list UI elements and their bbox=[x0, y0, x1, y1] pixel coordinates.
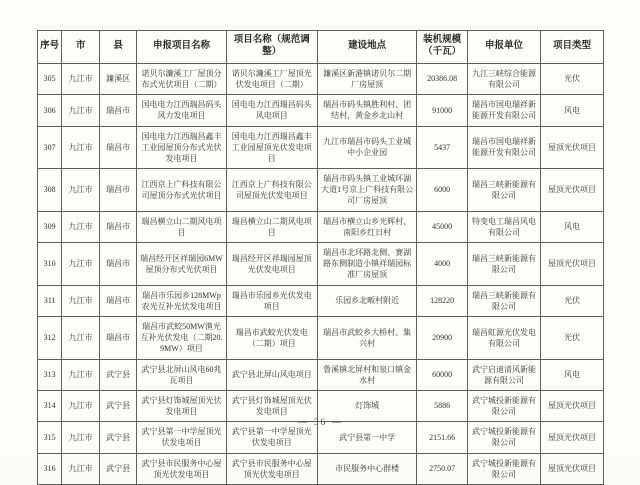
cell-5: 濂溪区新港镇诺贝尔二期厂房屋顶 bbox=[317, 63, 416, 94]
cell-3: 武宁县灯饰城屋顶光伏发电项目 bbox=[137, 390, 226, 421]
cell-7: 瑞昌三峡新能源有限公司 bbox=[468, 169, 541, 212]
cell-1: 九江市 bbox=[62, 95, 100, 126]
cell-0: 315 bbox=[38, 422, 62, 453]
table-row bbox=[38, 95, 604, 126]
cell-4: 瑞昌经开区祥瑞园屋顶光伏发电项目 bbox=[226, 243, 317, 286]
cell-4: 瑞昌市武蛟光伏发电（二期）项目 bbox=[226, 316, 317, 359]
cell-7: 瑞昌市国电瑞祥新能源开发有限公司 bbox=[468, 95, 541, 126]
cell-0: 305 bbox=[38, 63, 62, 94]
cell-3: 国电电力江西瑞昌码头风力发电项目 bbox=[137, 95, 226, 126]
cell-2: 瑞昌市 bbox=[99, 285, 137, 316]
cell-7: 瑞昌三峡新能源有限公司 bbox=[468, 243, 541, 286]
cell-0: 309 bbox=[38, 211, 62, 242]
cell-3: 武宁县市民服务中心屋顶光伏发电项目 bbox=[137, 453, 226, 484]
cell-6: 2151.66 bbox=[417, 422, 468, 453]
cell-6: 60000 bbox=[417, 359, 468, 390]
cell-3: 江西京上广科技有限公司屋顶分布式光伏项目 bbox=[137, 169, 226, 212]
cell-7: 武宁城投新能源有限公司 bbox=[468, 390, 541, 421]
header-cell-5: 建设地点 bbox=[317, 31, 416, 64]
header-cell-4: 项目名称（规范调整） bbox=[226, 31, 317, 64]
cell-1: 九江市 bbox=[62, 316, 100, 359]
cell-6: 2750.07 bbox=[417, 453, 468, 484]
header-cell-2: 县 bbox=[99, 31, 137, 64]
cell-8: 屋顶光伏项目 bbox=[541, 390, 604, 421]
cell-2: 武宁县 bbox=[99, 453, 137, 484]
cell-4: 武宁县第一中学屋顶光伏发电项目 bbox=[226, 422, 317, 453]
cell-4: 瑞昌横立山二期风电项目 bbox=[226, 211, 317, 242]
cell-2: 濂溪区 bbox=[99, 63, 137, 94]
cell-3: 瑞昌经开区祥瑞园6MW屋顶分布式光伏项目 bbox=[137, 243, 226, 286]
cell-4: 江西京上广科技有限公司屋顶光伏发电项目 bbox=[226, 169, 317, 212]
cell-2: 武宁县 bbox=[99, 359, 137, 390]
cell-8: 风电 bbox=[541, 211, 604, 242]
cell-8: 屋顶光伏项目 bbox=[541, 243, 604, 286]
header-cell-3: 申报项目名称 bbox=[137, 31, 226, 64]
cell-8: 屋顶光伏项目 bbox=[541, 126, 604, 169]
cell-5: 瑞昌市北环路北侧、赛湖路东侧制造小镇祥瑞园标准厂房屋顶 bbox=[317, 243, 416, 286]
table-row bbox=[38, 359, 604, 390]
cell-4: 武宁县灯饰城屋顶光伏发电项目 bbox=[226, 390, 317, 421]
cell-8: 风电 bbox=[541, 359, 604, 390]
cell-0: 307 bbox=[38, 126, 62, 169]
cell-3: 瑞昌市武蛟50MW渔光互补光伏发电（二期20.9MW）项目 bbox=[137, 316, 226, 359]
cell-8: 屋顶光伏项目 bbox=[541, 422, 604, 453]
cell-8: 屋顶光伏项目 bbox=[541, 453, 604, 484]
cell-0: 308 bbox=[38, 169, 62, 212]
cell-0: 311 bbox=[38, 285, 62, 316]
table-row bbox=[38, 63, 604, 94]
cell-6: 20386.08 bbox=[417, 63, 468, 94]
cell-3: 武宁县北屏山风电60兆瓦项目 bbox=[137, 359, 226, 390]
cell-7: 九江三峡综合能源有限公司 bbox=[468, 63, 541, 94]
cell-5: 鲁溪镇北屏村和泉口镇金水村 bbox=[317, 359, 416, 390]
cell-8: 光伏 bbox=[541, 316, 604, 359]
cell-2: 瑞昌市 bbox=[99, 243, 137, 286]
cell-8: 风电 bbox=[541, 95, 604, 126]
cell-6: 5437 bbox=[417, 126, 468, 169]
table-row bbox=[38, 243, 604, 286]
cell-0: 316 bbox=[38, 453, 62, 484]
header-cell-8: 项目类型 bbox=[541, 31, 604, 64]
cell-1: 九江市 bbox=[62, 169, 100, 212]
cell-6: 4000 bbox=[417, 243, 468, 286]
cell-4: 武宁县市民服务中心屋顶光伏发电项目 bbox=[226, 453, 317, 484]
cell-0: 314 bbox=[38, 390, 62, 421]
table-header bbox=[38, 31, 604, 64]
cell-1: 九江市 bbox=[62, 63, 100, 94]
table-row bbox=[38, 169, 604, 212]
cell-0: 310 bbox=[38, 243, 62, 286]
cell-3: 瑞昌市乐园乡128MWp农光互补光伏发电项目 bbox=[137, 285, 226, 316]
page-number: — 36 — bbox=[297, 418, 344, 428]
cell-1: 九江市 bbox=[62, 126, 100, 169]
table-row bbox=[38, 316, 604, 359]
cell-1: 九江市 bbox=[62, 453, 100, 484]
cell-1: 九江市 bbox=[62, 243, 100, 286]
cell-8: 光伏 bbox=[541, 63, 604, 94]
table-row bbox=[38, 126, 604, 169]
cell-3: 国电电力江西瑞昌鑫丰工业园屋顶分布式光伏发电项目 bbox=[137, 126, 226, 169]
cell-5: 瑞昌市码头镇胜利村、团结村，黄金乡北山村 bbox=[317, 95, 416, 126]
cell-5: 瑞昌市横立山乡光辉村、南阳乡红日村 bbox=[317, 211, 416, 242]
cell-5: 市民服务中心群楼 bbox=[317, 453, 416, 484]
cell-7: 武宁城投新能源有限公司 bbox=[468, 422, 541, 453]
cell-6: 91000 bbox=[417, 95, 468, 126]
cell-8: 屋顶光伏项目 bbox=[541, 169, 604, 212]
cell-4: 国电电力江西瑞昌鑫丰工业园屋顶光伏发电项目 bbox=[226, 126, 317, 169]
header-row bbox=[38, 31, 604, 64]
header-cell-1: 市 bbox=[62, 31, 100, 64]
table-row bbox=[38, 285, 604, 316]
header-cell-0: 序号 bbox=[38, 31, 62, 64]
cell-6: 5886 bbox=[417, 390, 468, 421]
projects-table bbox=[37, 30, 604, 485]
cell-2: 瑞昌市 bbox=[99, 211, 137, 242]
cell-2: 瑞昌市 bbox=[99, 95, 137, 126]
cell-2: 武宁县 bbox=[99, 390, 137, 421]
cell-0: 313 bbox=[38, 359, 62, 390]
table-row bbox=[38, 453, 604, 484]
cell-7: 瑞昌虹源光伏发电有限公司 bbox=[468, 316, 541, 359]
cell-5: 九江市瑞昌市码头工业城中小企业园 bbox=[317, 126, 416, 169]
cell-2: 瑞昌市 bbox=[99, 316, 137, 359]
cell-5: 瑞昌市码头镇工业城环湖大道1号京上广科技有限公司厂房屋顶 bbox=[317, 169, 416, 212]
cell-4: 诺贝尔濂溪工厂屋顶光伏发电项目（二期） bbox=[226, 63, 317, 94]
cell-7: 武宁城投新能源有限公司 bbox=[468, 453, 541, 484]
cell-5: 灯饰城 bbox=[317, 390, 416, 421]
cell-6: 20900 bbox=[417, 316, 468, 359]
cell-1: 九江市 bbox=[62, 359, 100, 390]
cell-6: 128220 bbox=[417, 285, 468, 316]
cell-7: 瑞昌三峡新能源有限公司 bbox=[468, 285, 541, 316]
header-cell-7: 申报单位 bbox=[468, 31, 541, 64]
cell-1: 九江市 bbox=[62, 422, 100, 453]
cell-5: 武宁县第一中学 bbox=[317, 422, 416, 453]
cell-4: 瑞昌市乐园乡光伏发电项目 bbox=[226, 285, 317, 316]
header-cell-6: 装机规模（千瓦） bbox=[417, 31, 468, 64]
cell-4: 国电电力江西瑞昌码头风电项目 bbox=[226, 95, 317, 126]
cell-1: 九江市 bbox=[62, 211, 100, 242]
cell-4: 武宁县北屏山风电项目 bbox=[226, 359, 317, 390]
cell-3: 武宁县第一中学屋顶光伏发电项目 bbox=[137, 422, 226, 453]
cell-5: 瑞昌市武蛟乡大桥村、集兴村 bbox=[317, 316, 416, 359]
cell-8: 光伏 bbox=[541, 285, 604, 316]
cell-6: 45000 bbox=[417, 211, 468, 242]
cell-3: 瑞昌横立山二期风电项目 bbox=[137, 211, 226, 242]
cell-6: 6000 bbox=[417, 169, 468, 212]
cell-2: 瑞昌市 bbox=[99, 126, 137, 169]
cell-7: 瑞昌市国电瑞祥新能源开发有限公司 bbox=[468, 126, 541, 169]
cell-0: 312 bbox=[38, 316, 62, 359]
cell-1: 九江市 bbox=[62, 285, 100, 316]
cell-0: 306 bbox=[38, 95, 62, 126]
cell-1: 九江市 bbox=[62, 390, 100, 421]
cell-5: 乐园乡北畈村附近 bbox=[317, 285, 416, 316]
cell-7: 特变电工瑞昌风电有限公司 bbox=[468, 211, 541, 242]
cell-7: 武宁启迪清风新能源有限公司 bbox=[468, 359, 541, 390]
cell-3: 诺贝尔濂溪工厂屋顶分布式光伏项目（二期） bbox=[137, 63, 226, 94]
cell-2: 武宁县 bbox=[99, 422, 137, 453]
cell-2: 瑞昌市 bbox=[99, 169, 137, 212]
table-row bbox=[38, 211, 604, 242]
